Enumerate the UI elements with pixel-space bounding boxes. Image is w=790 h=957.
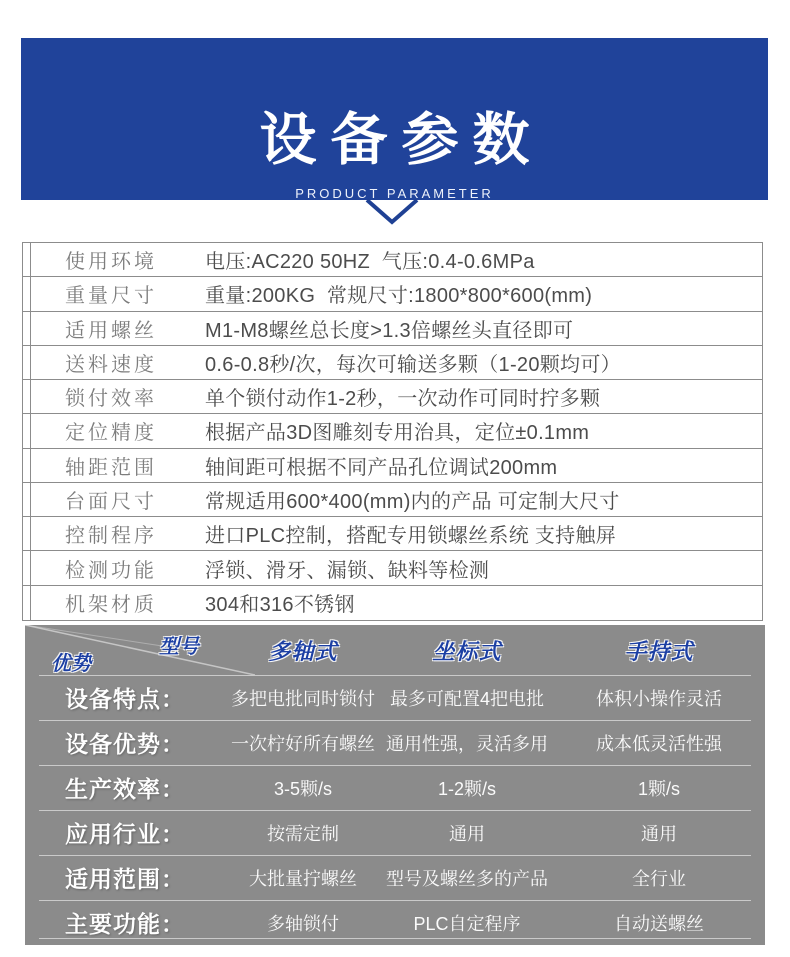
spec-row xyxy=(23,414,762,448)
spec-row xyxy=(23,346,762,380)
column-header: 手持式 xyxy=(624,638,694,664)
spec-value: 304和316不锈钢 xyxy=(205,594,355,617)
spec-value: 电压:AC220 50HZ 气压:0.4-0.6MPa xyxy=(205,251,535,274)
spec-value: M1-M8螺丝总长度>1.3倍螺丝头直径即可 xyxy=(205,319,574,342)
row-label: 应用行业： xyxy=(65,821,185,847)
spec-table xyxy=(22,242,763,621)
cell-value: 通用 xyxy=(641,823,677,844)
row-label: 设备优势： xyxy=(65,731,185,757)
comparison-row xyxy=(25,855,765,900)
comparison-row xyxy=(25,810,765,855)
row-label: 适用范围： xyxy=(65,866,185,892)
cell-value: 3-5颗/s xyxy=(273,778,333,799)
spec-label: 定位精度 xyxy=(65,422,157,445)
spec-label: 送料速度 xyxy=(65,353,157,376)
cell-value: 1-2颗/s xyxy=(437,778,497,799)
chevron-down-icon xyxy=(364,198,420,226)
comparison-row xyxy=(25,720,765,765)
row-label: 主要功能： xyxy=(65,911,185,937)
spec-label: 检测功能 xyxy=(65,559,157,582)
spec-label: 使用环境 xyxy=(65,251,157,274)
comparison-table xyxy=(25,625,765,945)
cell-value: PLC自定程序 xyxy=(413,913,521,934)
cell-value: 型号及螺丝多的产品 xyxy=(386,868,548,889)
cell-value: 体积小操作灵活 xyxy=(596,688,722,709)
page-title: 设备参数 xyxy=(259,108,544,172)
corner-cell xyxy=(25,625,225,675)
spec-row xyxy=(23,449,762,483)
cell-value: 成本低灵活性强 xyxy=(596,733,722,754)
spec-row xyxy=(23,551,762,585)
spec-label: 控制程序 xyxy=(65,525,157,548)
spec-value: 浮锁、滑牙、漏锁、缺料等检测 xyxy=(205,559,490,582)
banner xyxy=(21,38,768,200)
row-axis-label: 优势 xyxy=(51,653,91,675)
cell-value: 通用性强，灵活多用 xyxy=(386,733,548,754)
spec-row xyxy=(23,483,762,517)
comparison-row xyxy=(25,765,765,810)
spec-label: 适用螺丝 xyxy=(65,319,157,342)
cell-value: 1颗/s xyxy=(637,778,680,799)
cell-value: 大批量拧螺丝 xyxy=(249,868,357,889)
cell-value: 全行业 xyxy=(632,868,686,889)
spec-value: 轴间距可根据不同产品孔位调试200mm xyxy=(205,456,558,479)
cell-value: 多把电批同时锁付 xyxy=(231,688,375,709)
spec-label: 机架材质 xyxy=(65,594,157,617)
spec-row xyxy=(23,312,762,346)
page-subtitle: PRODUCT PARAMETER xyxy=(295,186,494,201)
cell-value: 按需定制 xyxy=(267,823,339,844)
spec-row xyxy=(23,380,762,414)
comparison-row xyxy=(25,675,765,720)
spec-row xyxy=(23,243,762,277)
comparison-row xyxy=(25,900,765,945)
cell-value: 通用 xyxy=(449,823,485,844)
column-header: 坐标式 xyxy=(432,638,502,664)
row-label: 生产效率： xyxy=(65,776,185,802)
spec-value: 常规适用600*400(mm)内的产品 可定制大尺寸 xyxy=(205,490,620,513)
cell-value: 最多可配置4把电批 xyxy=(389,688,544,709)
cell-value: 自动送螺丝 xyxy=(614,913,704,934)
spec-row xyxy=(23,586,762,620)
spec-value: 重量:200KG 常规尺寸:1800*800*600(mm) xyxy=(205,285,593,308)
spec-value: 进口PLC控制，搭配专用锁螺丝系统 支持触屏 xyxy=(205,525,617,548)
spec-value: 0.6-0.8秒/次，每次可输送多颗（1-20颗均可） xyxy=(205,353,621,376)
cell-value: 多轴锁付 xyxy=(267,913,339,934)
spec-value: 单个锁付动作1-2秒，一次动作可同时拧多颗 xyxy=(205,388,601,411)
column-header: 多轴式 xyxy=(268,638,338,664)
cell-value: 一次柠好所有螺丝 xyxy=(231,733,375,754)
spec-row xyxy=(23,517,762,551)
spec-label: 轴距范围 xyxy=(65,456,157,479)
row-label: 设备特点： xyxy=(65,686,185,712)
spec-row xyxy=(23,277,762,311)
comparison-header xyxy=(25,625,765,675)
spec-label: 台面尺寸 xyxy=(65,490,157,513)
spec-value: 根据产品3D图雕刻专用治具，定位±0.1mm xyxy=(205,422,590,445)
spec-label: 重量尺寸 xyxy=(65,285,157,308)
spec-label: 锁付效率 xyxy=(65,388,157,411)
col-axis-label: 型号 xyxy=(159,636,199,658)
